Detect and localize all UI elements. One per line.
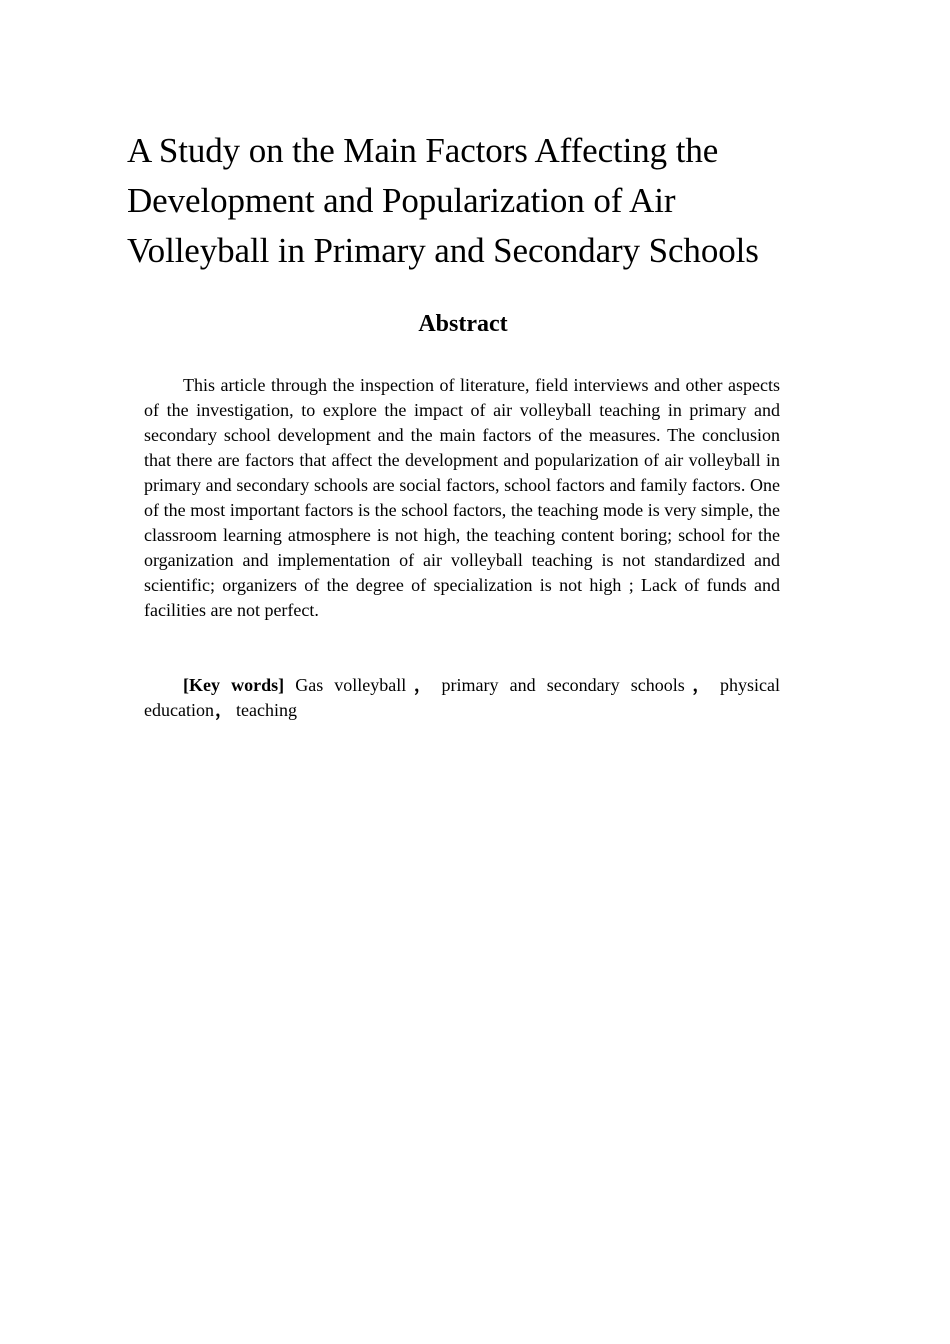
keyword-separator: ， [685, 675, 717, 695]
abstract-body: This article through the inspection of literature, field interviews and other aspects of the investigation, to explore the impact of air volleyball teaching in primary and secondary school development and the main factors of the measures. The conclusion that there are factors that affect the development and popularization of air volleyball in primary and secondary schools are social factors, school factors and family factors. One of the most important factors is the school factors, the teaching mode is very simple, the classroom learning atmosphere is not high, the teaching content boring; school for the organization and implementation of air volleyball teaching is not standardized and scientific; organizers of the degree of specialization is not high ; Lack of funds and facilities are not perfect. [144, 375, 780, 620]
abstract-heading: Abstract [418, 311, 508, 337]
keyword-item: physical education [144, 675, 780, 720]
keyword-item: Gas volleyball [295, 675, 407, 695]
keyword-separator: ， [407, 675, 439, 695]
keywords-paragraph [144, 673, 780, 723]
keyword-item: primary and secondary schools [441, 675, 685, 695]
keyword-separator: ， [214, 700, 233, 720]
keywords-label: [Key words] [183, 675, 285, 695]
keyword-item: teaching [235, 700, 297, 720]
paper-title: A Study on the Main Factors Affecting the Development and Popularization of Air Volleyball in Primary and Secondary Schools [127, 131, 759, 270]
